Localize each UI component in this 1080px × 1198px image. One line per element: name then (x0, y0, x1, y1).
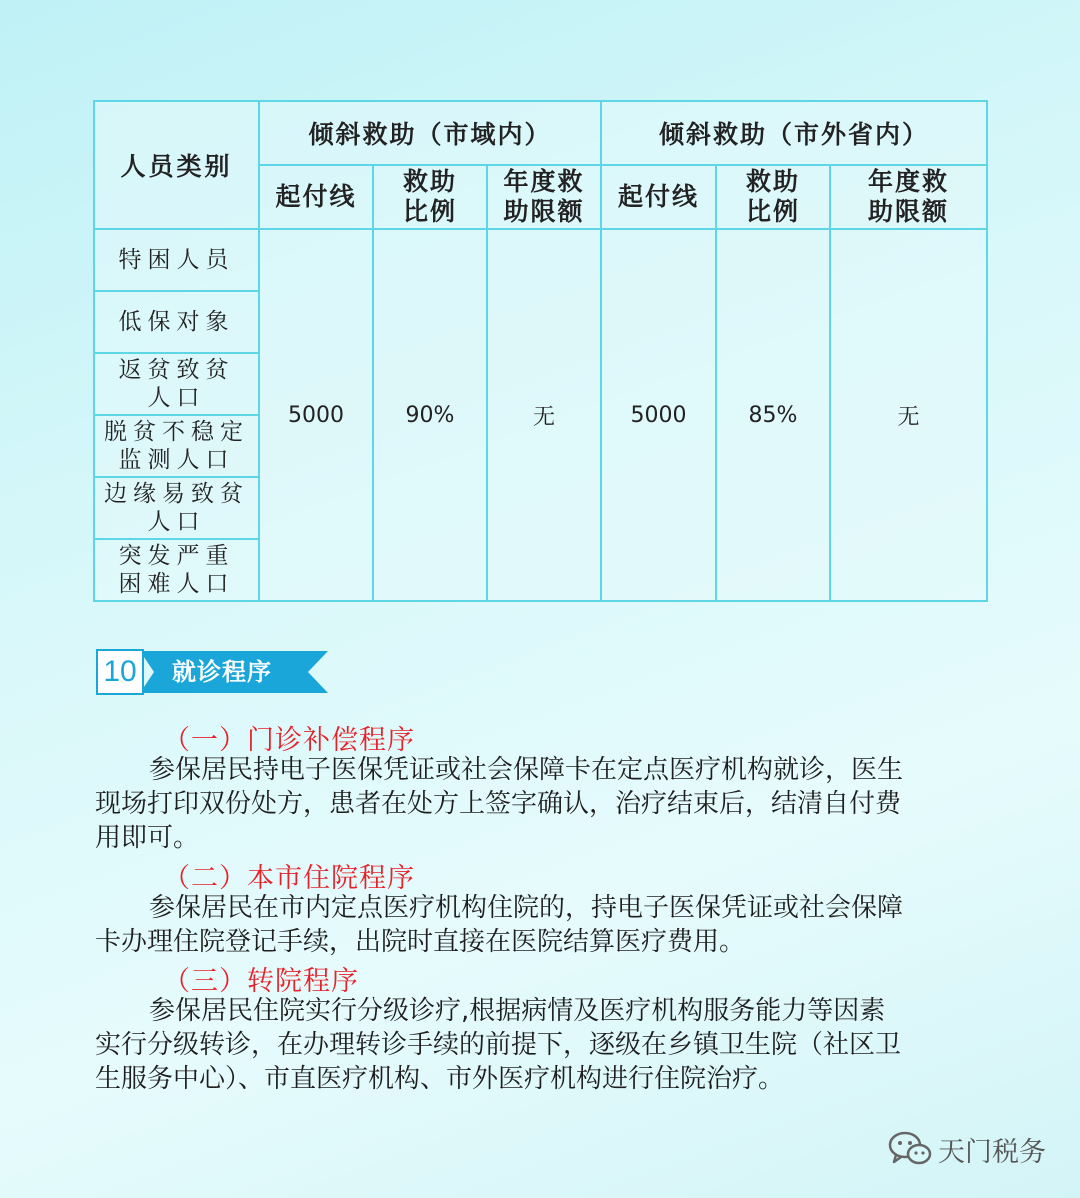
body-line: 参保居民持电子医保凭证或社会保障卡在定点医疗机构就诊，医生 (149, 755, 904, 785)
value-deductible-out-of-city: 5000 (601, 229, 716, 601)
body-line: 生服务中心）、市直医疗机构、市外医疗机构进行住院治疗。 (95, 1064, 785, 1094)
section-header (96, 649, 328, 695)
value-deductible-in-city: 5000 (259, 229, 373, 601)
group-header-in-city: 倾斜救助（市域内） (259, 101, 601, 165)
body-line: 卡办理住院登记手续，出院时直接在医院结算医疗费用。 (95, 927, 746, 957)
value-ratio-out-of-city: 85% (716, 229, 830, 601)
category-cell: 脱贫不稳定 监测人口 (94, 415, 259, 477)
aid-table-wrapper (93, 100, 986, 602)
subsection-heading: （二）本市住院程序 (163, 863, 415, 894)
watermark (888, 1129, 1046, 1169)
sub-header-limit-out-of-city: 年度救 助限额 (830, 165, 987, 229)
row-header-personnel-category: 人员类别 (94, 101, 259, 229)
body-line: 用即可。 (95, 823, 200, 853)
category-cell: 返贫致贫 人口 (94, 353, 259, 415)
category-cell: 特困人员 (94, 229, 259, 291)
sub-header-deductible-in-city: 起付线 (259, 165, 373, 229)
category-cell: 边缘易致贫 人口 (94, 477, 259, 539)
section-number: 10 (96, 649, 144, 695)
body-line: 实行分级转诊，在办理转诊手续的前提下，逐级在乡镇卫生院（社区卫 (95, 1030, 902, 1060)
value-ratio-in-city: 90% (373, 229, 487, 601)
sub-header-limit-in-city: 年度救 助限额 (487, 165, 601, 229)
value-limit-out-of-city: 无 (830, 229, 987, 601)
subsection-body (95, 891, 990, 959)
subsection-heading: （三）转院程序 (163, 966, 359, 997)
category-cell: 低保对象 (94, 291, 259, 353)
value-limit-in-city: 无 (487, 229, 601, 601)
group-header-out-of-city: 倾斜救助（市外省内） (601, 101, 987, 165)
subsection-body (95, 753, 990, 855)
aid-table (93, 100, 988, 602)
sub-header-ratio-out-of-city: 救助 比例 (716, 165, 830, 229)
body-line: 参保居民住院实行分级诊疗,根据病情及医疗机构服务能力等因素 (149, 996, 886, 1026)
body-line: 参保居民在市内定点医疗机构住院的，持电子医保凭证或社会保障 (149, 893, 904, 923)
watermark-text: 天门税务 (938, 1136, 1046, 1168)
body-line: 现场打印双份处方，患者在处方上签字确认，治疗结束后，结清自付费 (95, 789, 902, 819)
sub-header-ratio-in-city: 救助 比例 (373, 165, 487, 229)
subsection-body (95, 994, 990, 1096)
section-title: 就诊程序 (172, 657, 272, 686)
category-cell: 突发严重 困难人口 (94, 539, 259, 601)
subsection-heading: （一）门诊补偿程序 (163, 725, 415, 756)
sub-header-deductible-out-of-city: 起付线 (601, 165, 716, 229)
wechat-icon (888, 1131, 932, 1167)
